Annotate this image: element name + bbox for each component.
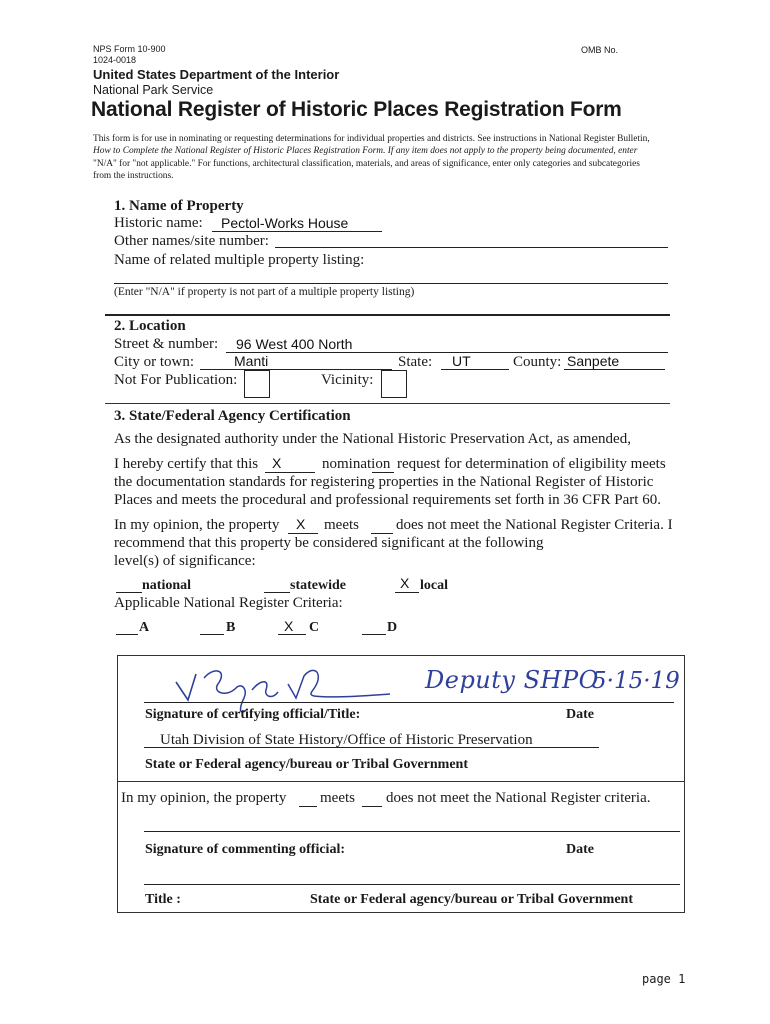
state-underline: [441, 369, 509, 370]
handwritten-date: 5·15·19: [592, 668, 680, 694]
statewide-label: statewide: [290, 578, 346, 593]
certifying-signature-line[interactable]: [144, 702, 674, 703]
vicinity-label: Vicinity:: [321, 372, 374, 388]
not-for-publication-label: Not For Publication:: [114, 372, 238, 388]
commenting-does-not-meet-label: does not meet the National Register criteria.: [386, 790, 651, 806]
page-title: National Register of Historic Places Registration Form: [91, 98, 622, 121]
county-label: County:: [513, 354, 562, 370]
section2-heading: 2. Location: [114, 318, 186, 334]
local-mark[interactable]: X: [400, 575, 410, 591]
commenting-signature-line[interactable]: [144, 831, 680, 832]
state-label: State:: [398, 354, 433, 370]
city-underline: [200, 369, 392, 370]
commenting-title-label: Title :: [145, 892, 181, 907]
other-names-label: Other names/site number:: [114, 233, 269, 249]
recommend-line: recommend that this property be considered significant at the following: [114, 535, 544, 551]
page-number: page 1: [642, 972, 686, 986]
standards-line: the documentation standards for registering properties in the National Register of Historic: [114, 474, 654, 490]
city-field[interactable]: Manti: [234, 353, 269, 369]
commenting-does-not-meet-underline[interactable]: [362, 806, 382, 807]
criteria-label: Applicable National Register Criteria:: [114, 595, 343, 611]
form-number: NPS Form 10-900: [93, 44, 166, 54]
local-underline: [395, 592, 419, 593]
city-label: City or town:: [114, 354, 195, 370]
nomination-label: nomination: [322, 456, 391, 472]
criterion-c-underline: [278, 634, 306, 635]
commenting-meets-label: meets: [320, 790, 355, 806]
historic-name-label: Historic name:: [114, 215, 203, 231]
meets-underline: [288, 533, 318, 534]
certify-text: I hereby certify that this: [114, 456, 259, 472]
not-for-publication-checkbox[interactable]: [244, 370, 270, 398]
commenting-title-line[interactable]: [144, 884, 680, 885]
section3-heading: 3. State/Federal Agency Certification: [114, 408, 351, 424]
criterion-d-label: D: [387, 620, 398, 635]
national-underline[interactable]: [116, 592, 142, 593]
criterion-a-underline[interactable]: [116, 634, 138, 635]
opinion-text: In my opinion, the property: [114, 517, 280, 533]
other-names-field[interactable]: [275, 247, 668, 248]
county-field[interactable]: Sanpete: [567, 353, 620, 369]
instructions-line-3: "N/A" for "not applicable." For functions, architectural classification, materials, and areas of significance, enter only categories and subcategories: [93, 158, 640, 169]
commenting-opinion-text: In my opinion, the property: [121, 790, 287, 806]
criterion-a-label: A: [139, 620, 150, 635]
places-line: Places and meets the procedural and professional requirements set forth in 36 CFR Part 60.: [114, 492, 661, 508]
multiple-listing-label: Name of related multiple property listing:: [114, 252, 365, 268]
omb-number: 1024-0018: [93, 55, 137, 65]
street-label: Street & number:: [114, 336, 219, 352]
commenting-agency-label: State or Federal agency/bureau or Tribal Government: [310, 892, 634, 907]
nomination-mark[interactable]: X: [272, 455, 282, 471]
instructions-line-2: How to Complete the National Register of Historic Places Registration Form. If any item does not apply to the property being documented, enter: [93, 146, 638, 157]
criterion-d-underline[interactable]: [362, 634, 386, 635]
state-field[interactable]: UT: [452, 353, 471, 369]
historic-name-underline: [212, 231, 382, 232]
national-label: national: [142, 578, 192, 593]
local-label: local: [420, 578, 448, 593]
certifying-agency-label: State or Federal agency/bureau or Tribal Government: [145, 757, 469, 772]
section-divider-2: [105, 403, 670, 404]
certifying-date-label: Date: [566, 707, 594, 722]
meets-mark[interactable]: X: [296, 516, 306, 532]
certifying-agency-line: [144, 747, 599, 748]
multiple-listing-field[interactable]: [114, 283, 668, 284]
service-name: National Park Service: [93, 83, 214, 97]
historic-name-field[interactable]: Pectol-Works House: [221, 215, 349, 231]
does-not-meet-label: does not meet the National Register Criteria. I: [396, 517, 673, 533]
criterion-b-underline[interactable]: [200, 634, 224, 635]
commenting-meets-underline[interactable]: [299, 806, 317, 807]
department-name: United States Department of the Interior: [93, 67, 340, 82]
does-not-meet-underline[interactable]: [371, 533, 393, 534]
criterion-c-label: C: [309, 620, 320, 635]
section1-heading: 1. Name of Property: [114, 198, 244, 214]
nomination-underline: [265, 472, 315, 473]
levels-line: level(s) of significance:: [114, 553, 256, 569]
instructions-line-1: This form is for use in nominating or requesting determinations for individual properties and districts. See instructions in National Register Bulletin,: [93, 134, 650, 144]
certifying-agency-value[interactable]: Utah Division of State History/Office of Historic Preservation: [160, 732, 533, 748]
county-underline: [564, 369, 665, 370]
instructions: [93, 133, 693, 183]
authority-line: As the designated authority under the National Historic Preservation Act, as amended,: [114, 431, 631, 447]
request-label: request for determination of eligibility meets: [397, 456, 666, 472]
vicinity-checkbox[interactable]: [381, 370, 407, 398]
meets-label: meets: [324, 517, 359, 533]
section-divider-1: [105, 314, 670, 316]
commenting-signature-label: Signature of commenting official:: [145, 842, 345, 857]
criterion-c-mark[interactable]: X: [284, 618, 294, 634]
omb-label: OMB No.: [581, 45, 619, 55]
request-underline[interactable]: [372, 472, 394, 473]
handwritten-title: Deputy SHPO: [425, 666, 599, 694]
instructions-line-4: from the instructions.: [93, 171, 174, 182]
street-field[interactable]: 96 West 400 North: [236, 336, 353, 352]
commenting-date-label: Date: [566, 842, 594, 857]
statewide-underline[interactable]: [264, 592, 290, 593]
criterion-b-label: B: [226, 620, 236, 635]
multiple-listing-note: (Enter "N/A" if property is not part of a multiple property listing): [114, 286, 415, 298]
certifying-signature-label: Signature of certifying official/Title:: [145, 707, 361, 722]
